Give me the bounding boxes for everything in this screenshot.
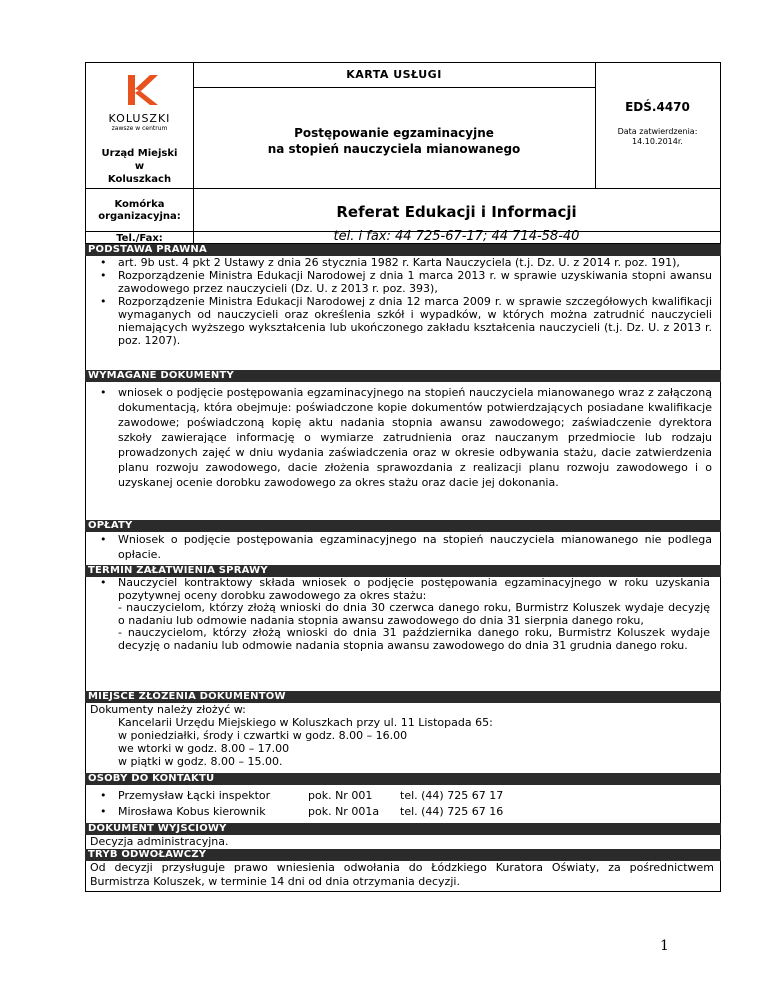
tel-value: tel. i fax: 44 725-67-17; 44 714-58-40 [333,229,580,244]
section-appeal [85,849,721,892]
list-item: • Rozporządzenie Ministra Edukacji Narodowej z dnia 12 marca 2009 r. w sprawie szczegółowych kwalifikacji wymaganych od nauczycieli oraz określenia szkół i wypadków, w których można zatrudnić nauczycieli niemających wyższego wykształcenia lub ukończonego zakładu kształcenia nauczycieli (t.j. Dz. U. z 2013 r. poz. 1207). [100,295,712,347]
contact-tel: tel. (44) 725 67 16 [400,804,504,818]
section-legal [85,244,721,370]
logo-tagline: zawsze w centrum [111,125,168,132]
section-deadline [85,565,721,691]
unit-label: Komórka organizacyjna: [98,199,181,222]
section-title: TERMIN ZAŁATWIENIA SPRAWY [85,565,721,577]
section-title: TRYB ODWOŁAWCZY [85,849,721,861]
section-place [85,691,721,773]
service-title: Postępowanie egzaminacyjne na stopień nauczyciela mianowanego [267,126,521,156]
contact-tel: tel. (44) 725 67 17 [400,788,504,802]
list-item: • art. 9b ust. 4 pkt 2 Ustawy z dnia 26 stycznia 1982 r. Karta Nauczyciela (t.j. Dz. U. z 2014 r. poz. 191), [100,256,680,269]
section-output [85,823,721,849]
section-title: WYMAGANE DOKUMENTY [85,370,721,382]
section-documents [85,370,721,520]
list-item: • Nauczyciel kontraktowy składa wniosek o podjęcie postępowania egzaminacyjnego w roku uzyskania pozytywnej oceny dorobku zawodowego za okres stażu: [100,576,710,602]
unit-value: Referat Edukacji i Informacji [336,203,577,221]
list-item: • wniosek o podjęcie postępowania egzaminacyjnego na stopień nauczyciela mianowanego wraz z załączoną dokumentacją, która obejmuje: poświadczone kopie dokumentów potwierdzających posiadane kwalifikacje zawodowe; poświadczoną kopię aktu nadania stopnia awansu zawodowego; zaświadczenie dyrektora szkoły zawierające informację o wymiarze zatrudnienia oraz nauczanym przedmiocie lub rodzaju prowadzonych zajęć w dniu wydania zaświadczenia oraz w okresie odbywania stażu, dacie zatwierdzenia planu rozwoju zawodowego, dacie złożenia sprawozdania z realizacji planu rozwoju zawodowego i o uzyskanej ocenie dorobku zawodowego za okres stażu oraz dacie jej dokonania. [100,386,712,489]
place-line: w poniedziałki, środy i czwartki w godz. 8.00 – 16.00 [118,729,408,742]
place-intro: Dokumenty należy złożyć w: [90,703,246,716]
section-title: OSOBY DO KONTAKTU [85,773,721,785]
card-title: KARTA USŁUGI [346,68,442,81]
list-item: • Rozporządzenie Ministra Edukacji Narodowej z dnia 1 marca 2013 r. w sprawie uzyskiwania stopni awansu zawodowego przez nauczycieli (Dz. U. z 2013 r. poz. 393), [100,269,712,295]
section-title: OPŁATY [85,520,721,532]
place-line: we wtorki w godz. 8.00 – 17.00 [118,742,290,755]
contact-name: Mirosława Kobus kierownik [118,804,266,818]
contact-name: Przemysław Łącki inspektor [118,788,271,802]
header-table [85,62,721,244]
logo-name: KOLUSZKI [108,112,171,125]
koluszki-logo-icon [86,69,193,109]
logo [86,69,193,133]
contact-room: pok. Nr 001a [308,804,380,818]
section-title: DOKUMENT WYJŚCIOWY [85,823,721,835]
contact-row: • Przemysław Łącki inspektor pok. Nr 001 tel. (44) 725 67 17 [100,788,504,802]
approval-date: Data zatwierdzenia: 14.10.2014r. [617,127,698,146]
page-number: 1 [660,938,669,954]
service-card [85,62,721,892]
service-code: EDŚ.4470 [625,100,690,114]
office-name: Urząd Miejski w Koluszkach [101,148,178,185]
section-contacts [85,773,721,823]
place-line: Kancelarii Urzędu Miejskiego w Koluszkach przy ul. 11 Listopada 65: [118,716,493,729]
tel-label: Tel./Fax: [116,233,163,244]
section-title: MIEJSCE ZŁOŻENIA DOKUMENTÓW [85,691,721,703]
contact-room: pok. Nr 001 [308,788,373,802]
deadline-line-2: - nauczycielom, którzy złożą wnioski do dnia 31 października danego roku, Burmistrz Koluszek wydaje decyzję o nadaniu lub odmowie nadania stopnia awansu zawodowego do dnia 31 grudnia danego roku. [118,626,710,652]
section-title: PODSTAWA PRAWNA [85,244,721,256]
place-line: w piątki w godz. 8.00 – 15.00. [118,755,283,768]
contact-row: • Mirosława Kobus kierownik pok. Nr 001a tel. (44) 725 67 16 [100,804,504,818]
list-item: • Wniosek o podjęcie postępowania egzaminacyjnego na stopień nauczyciela mianowanego nie podlega opłacie. [100,533,712,561]
deadline-line-1: - nauczycielom, którzy złożą wnioski do dnia 30 czerwca danego roku, Burmistrz Koluszek wydaje decyzję o nadaniu lub odmowie nadania stopnia awansu zawodowego do dnia 31 sierpnia danego roku, [118,601,710,627]
output-text: Decyzja administracyjna. [90,835,229,848]
section-fees [85,520,721,565]
appeal-text: Od decyzji przysługuje prawo wniesienia odwołania do Łódzkiego Kuratora Oświaty, za pośrednictwem Burmistrza Koluszek, w terminie 14 dni od dnia otrzymania decyzji. [90,861,714,888]
